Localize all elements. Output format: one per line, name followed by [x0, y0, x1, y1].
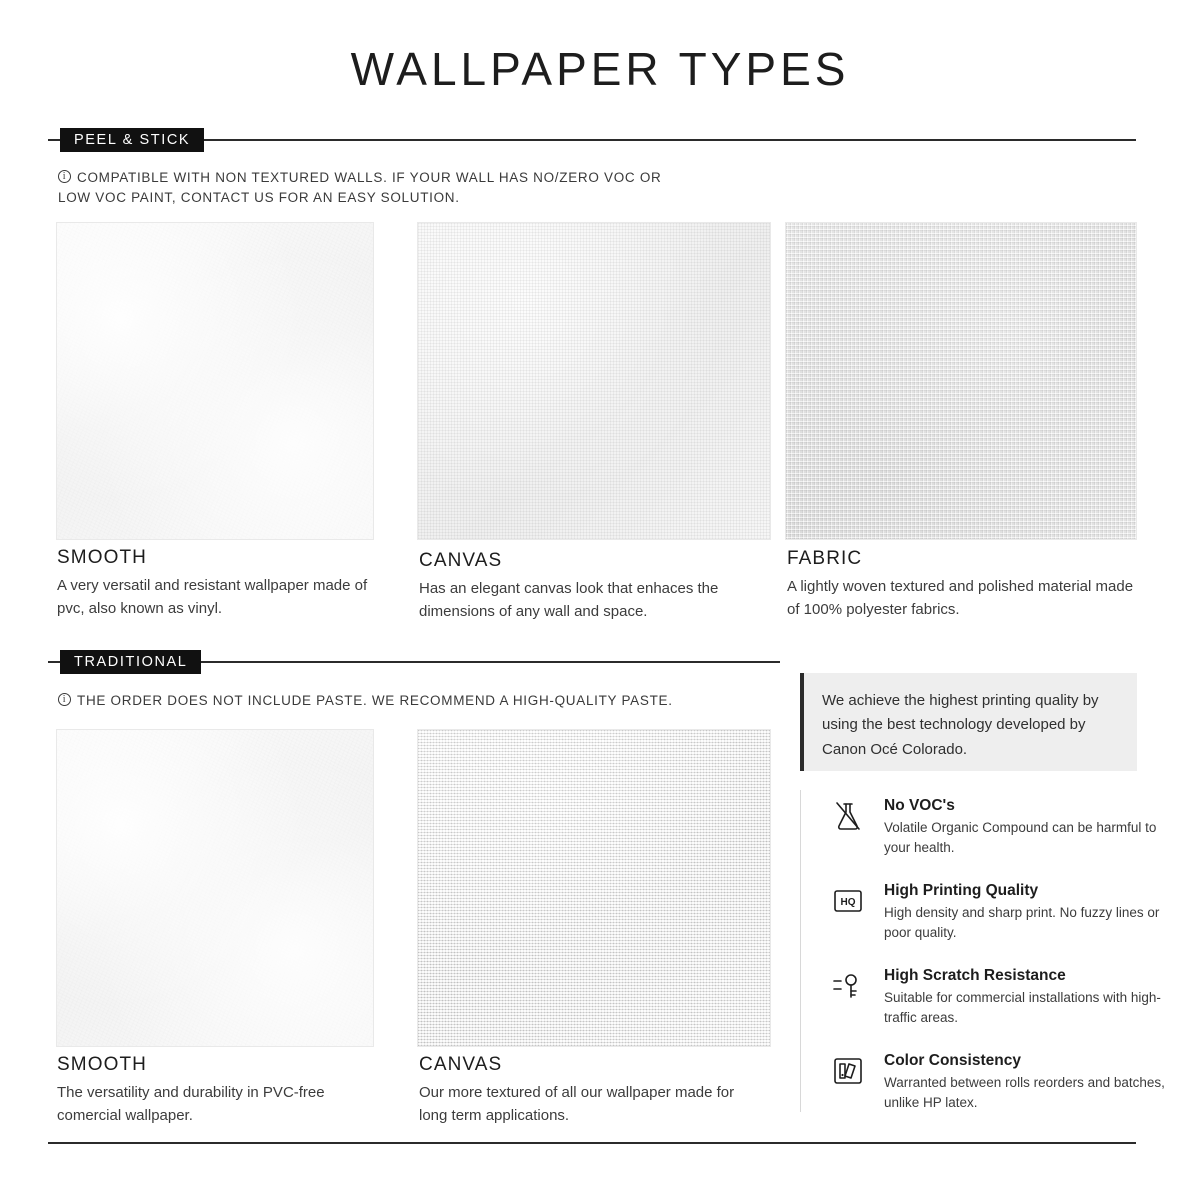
swatch-description-fabric-peel: A lightly woven textured and polished material made of 100% polyester fabrics.: [787, 578, 1134, 618]
swatch-description-smooth-peel: A very versatil and resistant wallpaper made of pvc, also known as vinyl.: [57, 577, 368, 617]
info-icon: [58, 693, 71, 706]
swatch-title-fabric-peel: FABRIC: [787, 548, 863, 569]
swatch-title-smooth-traditional: SMOOTH: [57, 1054, 147, 1075]
swatch-title-canvas-traditional: CANVAS: [419, 1054, 503, 1075]
feature-heading: No VOC's: [884, 797, 955, 814]
quote-text: We achieve the highest printing quality by using the best technology developed by Canon Océ Colorado.: [822, 692, 1099, 758]
footer-rule: [48, 1142, 1136, 1144]
hq-print-icon: [828, 881, 868, 921]
smooth-swatch: [56, 222, 374, 540]
swatch-description-canvas-traditional: Our more textured of all our wallpaper made for long term applications.: [419, 1084, 735, 1124]
canvas-swatch: [417, 222, 771, 540]
section-tag-label: PEEL & STICK: [60, 128, 204, 153]
info-icon: [58, 170, 71, 183]
note-traditional: [58, 691, 758, 711]
swatch-title-smooth-peel: SMOOTH: [57, 547, 147, 568]
section-rule-left: [48, 139, 60, 141]
quote-box: [800, 673, 1137, 771]
section-header-traditional: [48, 649, 780, 675]
swatch-title-canvas-peel: CANVAS: [419, 550, 503, 571]
page-title: WALLPAPER TYPES: [350, 43, 850, 95]
section-tag-label: TRADITIONAL: [60, 650, 201, 675]
section-rule: [201, 661, 780, 663]
feature-heading: Color Consistency: [884, 1052, 1021, 1069]
svg-text:HQ: HQ: [840, 897, 856, 908]
feature-high-scratch-resistance: [828, 966, 1168, 1027]
swatch-description-canvas-peel: Has an elegant canvas look that enhaces the dimensions of any wall and space.: [419, 580, 719, 620]
note-peel-and-stick: [58, 168, 698, 207]
feature-heading: High Scratch Resistance: [884, 967, 1066, 984]
swatch-description-smooth-traditional: The versatility and durability in PVC-free comercial wallpaper.: [57, 1084, 325, 1124]
smooth-swatch: [56, 729, 374, 1047]
features-divider: [800, 790, 801, 1112]
flask-no-voc-icon: [828, 796, 868, 836]
feature-high-printing-quality: [828, 881, 1168, 942]
section-rule-left: [48, 661, 60, 663]
note-text: THE ORDER DOES NOT INCLUDE PASTE. WE RECOMMEND A HIGH-QUALITY PASTE.: [77, 693, 673, 708]
feature-description: High density and sharp print. No fuzzy lines or poor quality.: [884, 905, 1160, 940]
section-header-peel-and-stick: [48, 127, 1136, 153]
feature-heading: High Printing Quality: [884, 882, 1039, 899]
feature-description: Volatile Organic Compound can be harmful to your health.: [884, 820, 1157, 855]
feature-color-consistency: [828, 1051, 1168, 1112]
feature-description: Warranted between rolls reorders and batches, unlike HP latex.: [884, 1075, 1165, 1110]
feature-no-vocs: [828, 796, 1168, 857]
color-consistency-icon: [828, 1051, 868, 1091]
feature-description: Suitable for commercial installations with high-traffic areas.: [884, 990, 1161, 1025]
fabric-swatch: [785, 222, 1137, 540]
note-text: COMPATIBLE WITH NON TEXTURED WALLS. IF YOUR WALL HAS NO/ZERO VOC OR LOW VOC PAINT, CONTACT US FOR AN EASY SOLUTION.: [58, 170, 662, 205]
heavy-canvas-swatch: [417, 729, 771, 1047]
scratch-resistance-icon: [828, 966, 868, 1006]
section-rule: [204, 139, 1136, 141]
